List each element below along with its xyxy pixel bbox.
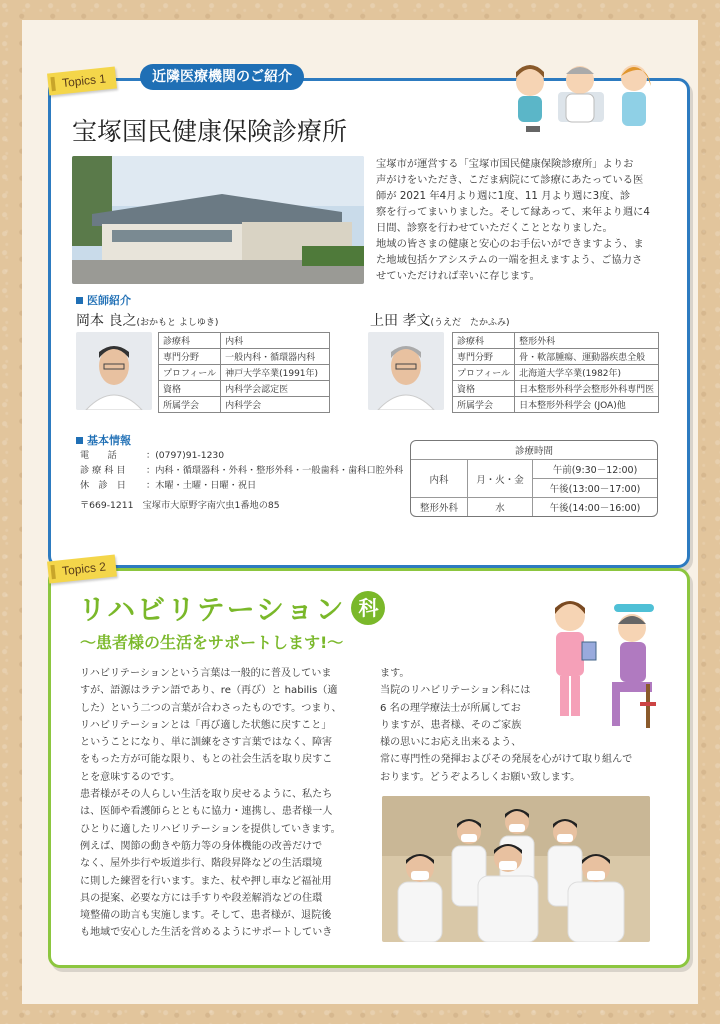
doctor2-name-text: 上田 孝文 — [370, 313, 431, 329]
basic-row: 電 話 ：(0797)91-1230 — [80, 450, 225, 461]
table-row — [453, 349, 659, 365]
doctor2-table — [452, 332, 659, 413]
table-cell: 日本整形外科学会 (JOA)他 — [515, 397, 659, 413]
table-cell: 整形外科 — [515, 333, 659, 349]
doctors-heading — [76, 292, 131, 308]
table-cell: 資格 — [159, 381, 221, 397]
table-row — [411, 498, 657, 516]
table-cell: 診療科 — [159, 333, 221, 349]
table-row — [453, 397, 659, 413]
table-row — [411, 460, 657, 479]
clinic-intro: 宝塚市が運営する「宝塚市国民健康保険診療所」よりお 声がけをいただき、こだま病院にて診療にあたっている医 師が 2021 年4月より週に1度、11 月より週に3度、診 察を行ってまいりました。そして縁あって、来年より週に4 日間、診察を行わせていただくこととなりました。 地域の皆さまの健康と安心のお手伝いができますよう、ま た地域包括ケアシステムの一端を担えますよう、ご協力さ せていただければ幸いに存じます。 — [376, 158, 650, 282]
doctor2-name — [370, 310, 509, 330]
table-cell: 日本整形外科学会整形外科専門医 — [515, 381, 659, 397]
basic-heading — [76, 432, 131, 448]
table-cell: 午後(13:00－17:00) — [533, 479, 657, 498]
topic1-header: 近隣医療機関のご紹介 — [140, 64, 304, 90]
table-cell: 内科 — [221, 333, 330, 349]
basic-info — [80, 448, 403, 493]
table-row — [159, 349, 330, 365]
staff-illustration — [502, 52, 662, 142]
table-row — [159, 365, 330, 381]
table-cell: 一般内科・循環器内科 — [221, 349, 330, 365]
table-row — [411, 441, 657, 460]
table-cell: プロフィール — [453, 365, 515, 381]
hours-table — [410, 440, 658, 517]
doctor1-reading: (おかもと よしゆき) — [136, 318, 219, 328]
table-cell: 神戸大学卒業(1991年) — [221, 365, 330, 381]
table-row — [159, 381, 330, 397]
table-cell: 内科学会 — [221, 397, 330, 413]
rehab-title-circle: 科 — [351, 591, 385, 625]
doctor2-reading: (うえだ たかふみ) — [430, 318, 510, 328]
doctors-heading-text: 医師紹介 — [87, 294, 131, 307]
table-cell: 北海道大学卒業(1982年) — [515, 365, 659, 381]
table-row — [453, 365, 659, 381]
table-cell: 専門分野 — [159, 349, 221, 365]
basic-value: (0797)91-1230 — [155, 450, 225, 461]
doctor1-name-text: 岡本 良之 — [76, 313, 137, 329]
square-icon — [76, 297, 83, 304]
rehab-title-text: リハビリテーション — [78, 593, 346, 626]
square-icon — [76, 437, 83, 444]
doctor1-portrait — [76, 332, 152, 410]
rehab-title — [78, 588, 385, 628]
table-cell: 骨・軟部腫瘍、運動器疾患全般 — [515, 349, 659, 365]
rehab-subtitle: ～患者様の生活をサポートします!～ — [80, 633, 344, 652]
doctor1-name — [76, 310, 218, 330]
basic-value: 木曜・土曜・日曜・祝日 — [155, 480, 257, 491]
table-cell: プロフィール — [159, 365, 221, 381]
basic-heading-text: 基本情報 — [87, 434, 131, 447]
clinic-photo — [72, 156, 364, 284]
topic2-tag: Topics 2 — [47, 555, 117, 584]
basic-row: 診 療 科 目 ：内科・循環器科・外科・整形外科・一般歯科・歯科口腔外科 — [80, 465, 404, 476]
basic-value: 内科・循環器科・外科・整形外科・一般歯科・歯科口腔外科 — [155, 465, 404, 476]
table-cell: 午前(9:30－12:00) — [533, 460, 657, 479]
table-cell: 専門分野 — [453, 349, 515, 365]
table-cell: 午後(14:00－16:00) — [549, 503, 641, 514]
table-cell: 内科 — [411, 460, 468, 498]
doctor2-portrait — [368, 332, 444, 410]
basic-row: 休 診 日 ：木曜・土曜・日曜・祝日 — [80, 480, 257, 491]
rehab-right-text: ます。 当院のリハビリテーション科には 6 名の理学療法士が所属してお りますが、患者様、そのご家族 様の思いにお応え出来るよう、 常に専門性の発揮およびその発展を心がけて取り組んで おります。どうぞよろしくお願い致します。 — [380, 668, 633, 783]
table-row — [159, 397, 330, 413]
basic-label: 休 診 日 — [80, 480, 126, 491]
doctor1-table — [158, 332, 330, 413]
basic-label: 電 話 — [80, 450, 117, 461]
rehab-staff-photo — [382, 796, 650, 942]
topic1-tag: Topics 1 — [47, 67, 117, 96]
table-cell: 水 — [468, 498, 533, 516]
table-row — [159, 333, 330, 349]
basic-label: 診 療 科 目 — [80, 465, 126, 476]
table-row — [453, 333, 659, 349]
table-cell: 所属学会 — [159, 397, 221, 413]
table-cell: 資格 — [453, 381, 515, 397]
rehab-left-text: リハビリテーションという言葉は一般的に普及していま すが、語源はラテン語であり、re（再び）と habilis（適 した）という二つの言葉が合わさったものです。つまり、 リハビリテーションとは「再び適した状態に戻すこと」 ということになり、単に訓練をさす言葉ではなく、障害 をもった方が可能な限り、もとの社会生活を取り戻すこ とを意味するのです。 患者様がその人らしい生活を取り戻せるように、私たち は、医師や看護師らとともに協力・連携し、患者様一人 ひとりに適したリハビリテーションを提供していきます。 例えば、関節の動きや筋力等の身体機能の改善だけで なく、屋外歩行や坂道歩行、階段昇降などの生活環境 に則した練習を行います。また、杖や押し車など福祉用 具の提案、必要な方には手すりや段差解消などの住環 境整備の助言も実施します。そして、患者様が、退院後 も地域で安心した生活を営めるようにサポートしていき — [80, 668, 342, 939]
clinic-title: 宝塚国民健康保険診療所 — [72, 117, 348, 146]
table-row — [453, 381, 659, 397]
table-cell: 診療科 — [453, 333, 515, 349]
table-cell: 月・火・金 — [468, 460, 533, 498]
table-cell: 所属学会 — [453, 397, 515, 413]
table-cell: 内科学会認定医 — [221, 381, 330, 397]
address: 〒669-1211 宝塚市大原野字南穴虫1番地の85 — [80, 500, 280, 511]
table-cell: 整形外科 — [411, 498, 468, 516]
hours-title: 診療時間 — [411, 441, 657, 460]
